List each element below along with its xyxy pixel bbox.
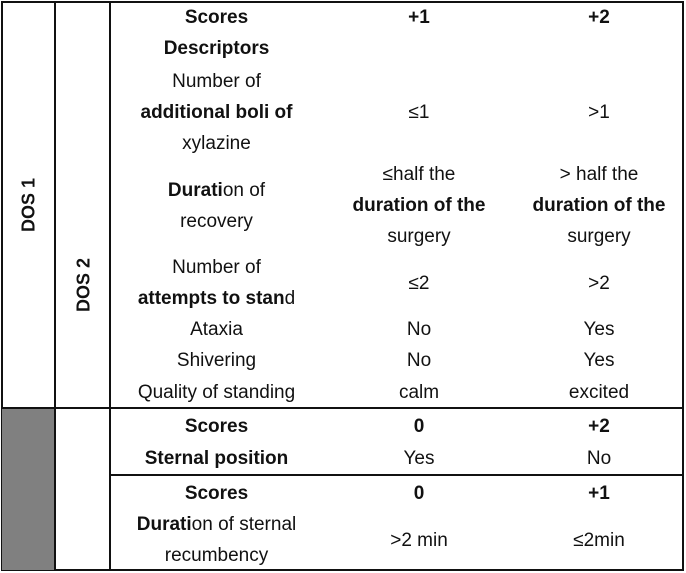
section-divider-2 xyxy=(110,474,684,476)
value-sternal-recumbency-zero: >2 min xyxy=(390,529,448,551)
value-additional-boli-plus2: >1 xyxy=(588,102,610,123)
value-sternal-position-plus2: No xyxy=(586,448,612,469)
descriptor-attempts-stand: Number of attempts to stand xyxy=(137,257,296,309)
value-duration-recovery-plus2: > half the duration of the surgery xyxy=(532,164,666,247)
section2-header-zero: 0 xyxy=(413,416,425,437)
value-shivering-plus2: Yes xyxy=(583,350,615,371)
value-attempts-stand-plus1: ≤2 xyxy=(408,272,430,294)
dos1-label: DOS 1 xyxy=(18,177,39,233)
dos2-label: DOS 2 xyxy=(73,257,94,313)
value-shivering-plus1: No xyxy=(406,350,432,371)
descriptor-sternal-recumbency: Duration of sternal recumbency xyxy=(136,514,297,566)
value-quality-standing-plus1: calm xyxy=(398,382,440,403)
dos1-gray-block xyxy=(2,408,54,570)
section1-header-scores: Scores Descriptors xyxy=(163,7,270,59)
value-duration-recovery-plus1: ≤half the duration of the surgery xyxy=(352,164,486,247)
section3-header-scores: Scores xyxy=(184,483,249,504)
descriptor-additional-boli: Number of additional boli of xylazine xyxy=(140,71,293,154)
value-sternal-recumbency-plus1: ≤2min xyxy=(573,529,625,551)
descriptor-sternal-position: Sternal position xyxy=(144,448,289,469)
descriptor-duration-recovery: Duration of recovery xyxy=(167,179,266,232)
section1-header-plus2: +2 xyxy=(588,7,610,28)
descriptor-quality-standing: Quality of standing xyxy=(137,382,296,403)
section1-header-plus1: +1 xyxy=(408,7,430,28)
value-sternal-position-zero: Yes xyxy=(403,448,435,469)
section3-header-zero: 0 xyxy=(413,483,425,504)
section3-header-plus1: +1 xyxy=(588,483,610,504)
descriptor-ataxia: Ataxia xyxy=(190,319,243,340)
value-ataxia-plus1: No xyxy=(406,319,432,340)
descriptor-shivering: Shivering xyxy=(176,350,257,371)
section2-header-scores: Scores xyxy=(184,416,249,437)
value-attempts-stand-plus2: >2 xyxy=(588,272,610,294)
value-additional-boli-plus1: ≤1 xyxy=(408,102,430,123)
section2-header-plus2: +2 xyxy=(588,416,610,437)
value-quality-standing-plus2: excited xyxy=(568,382,630,403)
value-ataxia-plus2: Yes xyxy=(583,319,615,340)
